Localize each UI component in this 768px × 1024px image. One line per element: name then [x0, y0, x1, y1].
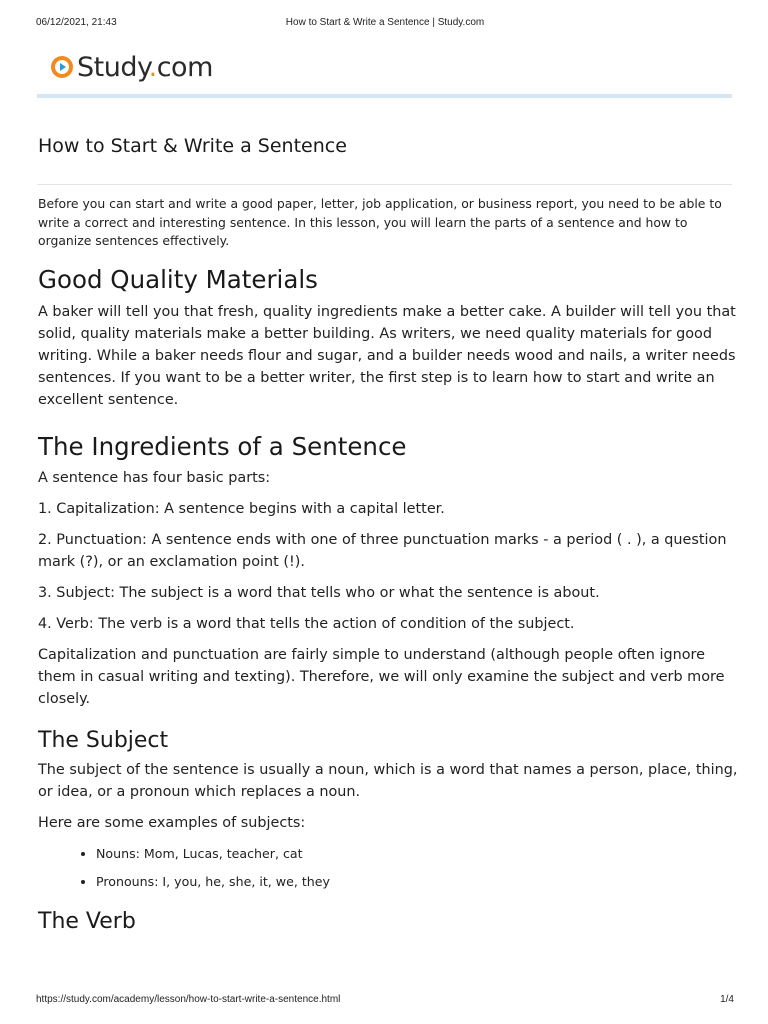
print-footer [36, 994, 734, 1008]
play-circle-icon [51, 56, 73, 78]
ingredient-part-1: 1. Capitalization: A sentence begins with a capital letter. [38, 501, 445, 517]
list-item: • Nouns: Mom, Lucas, teacher, cat [96, 844, 738, 864]
subject-examples-lead: Here are some examples of subjects: [38, 815, 306, 831]
title-divider [37, 184, 732, 185]
page-number: 1/4 [720, 994, 734, 1005]
list-item: • Pronouns: I, you, he, she, it, we, they [96, 872, 738, 892]
logo-dot: . [148, 51, 157, 83]
logo-tld: com [156, 51, 213, 83]
section-heading-subject: The Subject [38, 728, 169, 753]
print-url[interactable]: https://study.com/academy/lesson/how-to-start-write-a-sentence.html [36, 994, 341, 1005]
print-datetime: 06/12/2021, 21:43 [36, 17, 117, 28]
ingredient-part-2: 2. Punctuation: A sentence ends with one of three punctuation marks - a period ( . ), a question mark (?), or an exclamation point (!). [38, 532, 727, 570]
ingredients-closing: Capitalization and punctuation are fairly simple to understand (although people often ignore them in casual writing and texting). Therefore, we will only examine the subject and verb more closely. [38, 647, 725, 707]
section-heading-verb: The Verb [38, 909, 136, 934]
study-logo[interactable] [51, 52, 213, 82]
lesson-content [38, 262, 738, 938]
section-heading-ingredients: The Ingredients of a Sentence [38, 432, 407, 461]
ingredient-part-3: 3. Subject: The subject is a word that tells who or what the sentence is about. [38, 585, 600, 601]
print-page-title: How to Start & Write a Sentence | Study.com [285, 17, 485, 28]
ingredient-part-4: 4. Verb: The verb is a word that tells the action of condition of the subject. [38, 616, 575, 632]
subject-paragraph: The subject of the sentence is usually a noun, which is a word that names a person, place, thing, or idea, or a pronoun which replaces a noun. [38, 762, 738, 800]
print-header [36, 17, 734, 31]
logo-name: Study [77, 51, 149, 83]
section-heading-materials: Good Quality Materials [38, 265, 318, 294]
subject-examples-list [38, 844, 738, 892]
materials-paragraph: A baker will tell you that fresh, quality ingredients make a better cake. A builder will tell you that solid, quality materials make a better building. As writers, we need quality materials for good writing. While a baker needs flour and sugar, and a builder needs wood and nails, a writer needs sentences. If you want to be a better writer, the first step is to learn how to start and write an excellent sentence. [38, 304, 736, 408]
lesson-intro: Before you can start and write a good paper, letter, job application, or business report, you need to be able to write a correct and interesting sentence. In this lesson, you will learn the parts of a sentence and how to organize sentences effectively. [38, 196, 722, 248]
ingredients-lead: A sentence has four basic parts: [38, 470, 271, 486]
logo-text [77, 52, 213, 83]
lesson-title: How to Start & Write a Sentence [38, 135, 347, 157]
header-divider [37, 94, 732, 98]
